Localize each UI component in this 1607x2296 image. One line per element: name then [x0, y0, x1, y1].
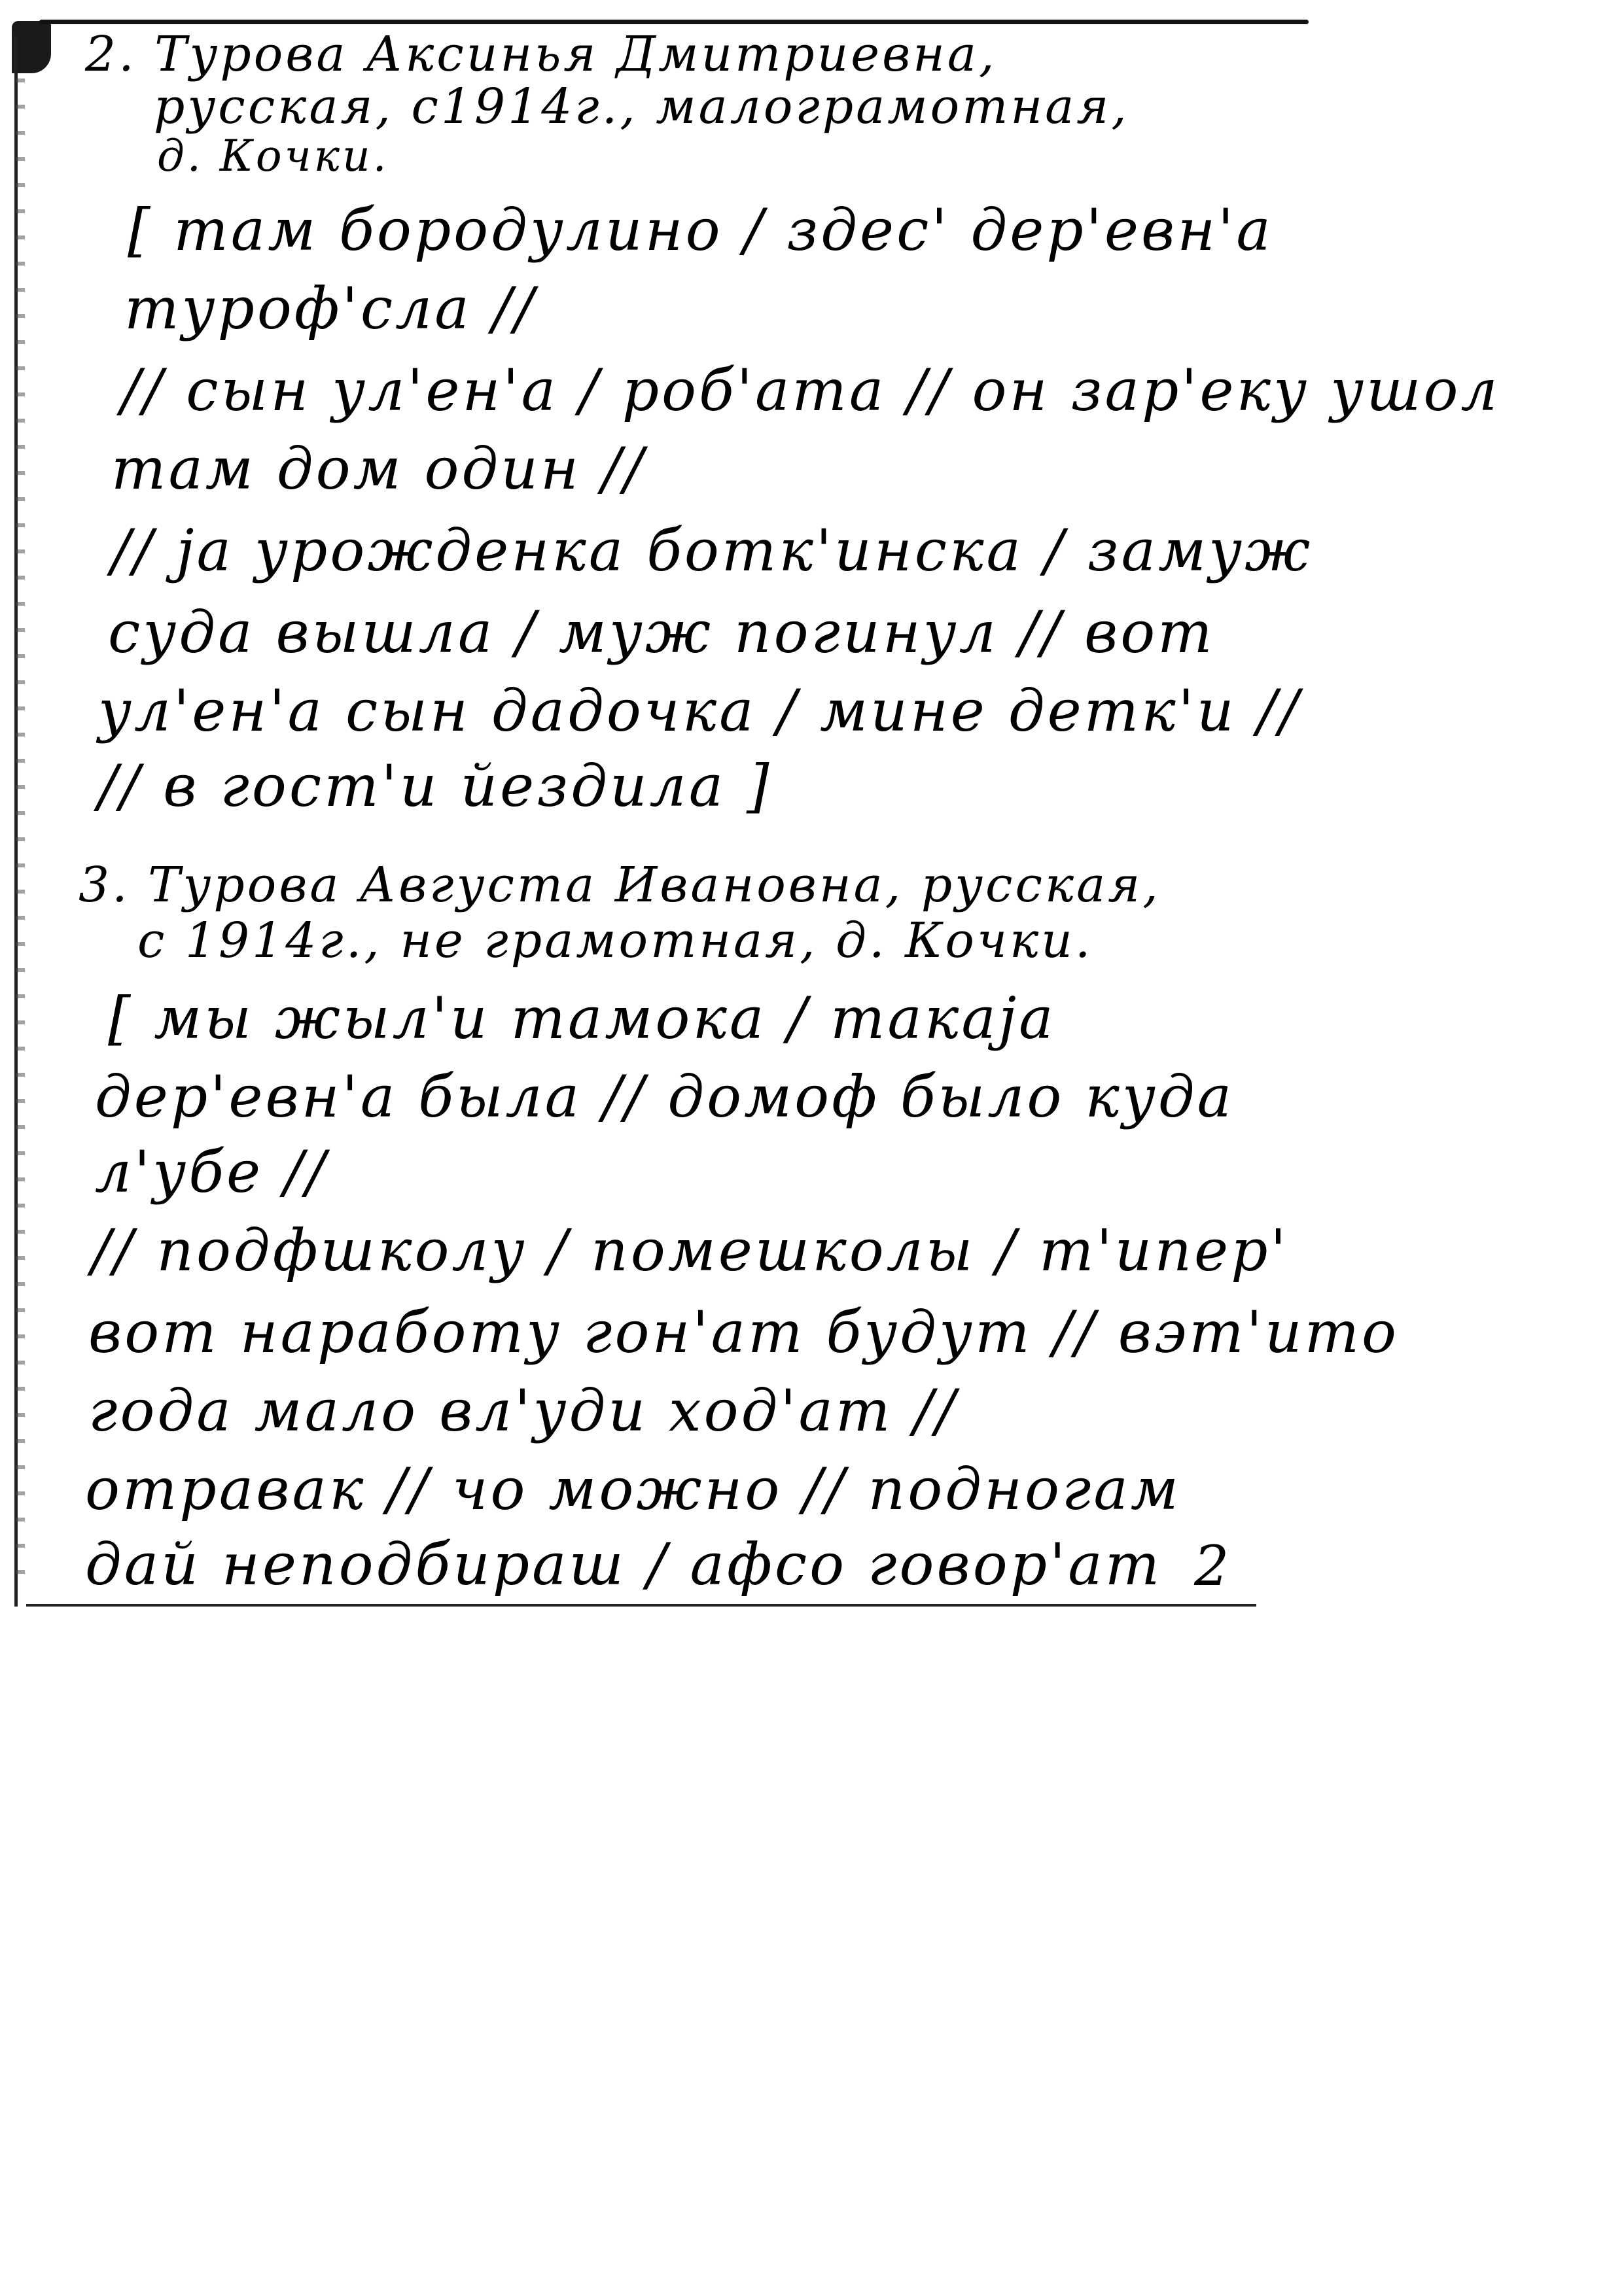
entry-3-header-line-2: с 1914г., не грамотная, д. Кочки. [137, 913, 1093, 969]
entry-2-transcript-line-3: // сын ул'ен'а / роб'ата // он зар'еку ушол [121, 357, 1500, 424]
entry-2-transcript-line-7: ул'ен'а сын дадочка / мине детк'и // [98, 677, 1301, 744]
entry-2-transcript-line-4: там дом один // [111, 435, 646, 502]
entry-2-transcript-line-2: туроф'сла // [124, 275, 537, 342]
entry-2-header-line-2: русская, с1914г., малограмотная, [154, 78, 1129, 135]
page-corner-shadow [12, 21, 51, 73]
page-top-edge [39, 20, 1309, 24]
entry-3-transcript-line-7: отравак // чо можно // подногам [85, 1455, 1181, 1523]
entry-2-header-line-1: 2. Турова Аксинья Дмитриевна, [85, 26, 997, 82]
entry-2-transcript-line-5: // ја урожденка ботк'инска / замуж [111, 517, 1313, 584]
entry-3-transcript-line-4: // подфшколу / помешколы / т'ипер' [92, 1217, 1289, 1284]
page-bottom-edge [26, 1604, 1256, 1607]
entry-2-transcript-line-6: суда вышла / муж погинул // вот [108, 599, 1215, 666]
entry-3-transcript-line-2: дер'евн'а была // домоф было куда [95, 1063, 1235, 1130]
entry-3-transcript-line-1: [ мы жыл'и тамока / такаја [108, 984, 1056, 1052]
entry-3-transcript-line-8: дай неподбираш / афсо говор'ат [85, 1531, 1163, 1598]
entry-3-header-line-1: 3. Турова Августа Ивановна, русская, [79, 857, 1161, 913]
entry-3-transcript-line-3: л'убе // [95, 1138, 328, 1206]
page-binding-speckle [16, 78, 25, 1583]
entry-3-transcript-line-6: года мало вл'уди ход'ат // [88, 1377, 958, 1444]
entry-3-transcript-line-5: вот наработу гон'ат будут // вэт'ито [88, 1298, 1399, 1366]
entry-2-transcript-line-1: [ там бородулино / здес' дер'евн'а [128, 196, 1273, 264]
entry-2-transcript-line-8: // в гост'и йездила ] [98, 752, 772, 820]
entry-2-header-line-3: д. Кочки. [157, 131, 389, 181]
page-number: 2 [1194, 1534, 1229, 1598]
